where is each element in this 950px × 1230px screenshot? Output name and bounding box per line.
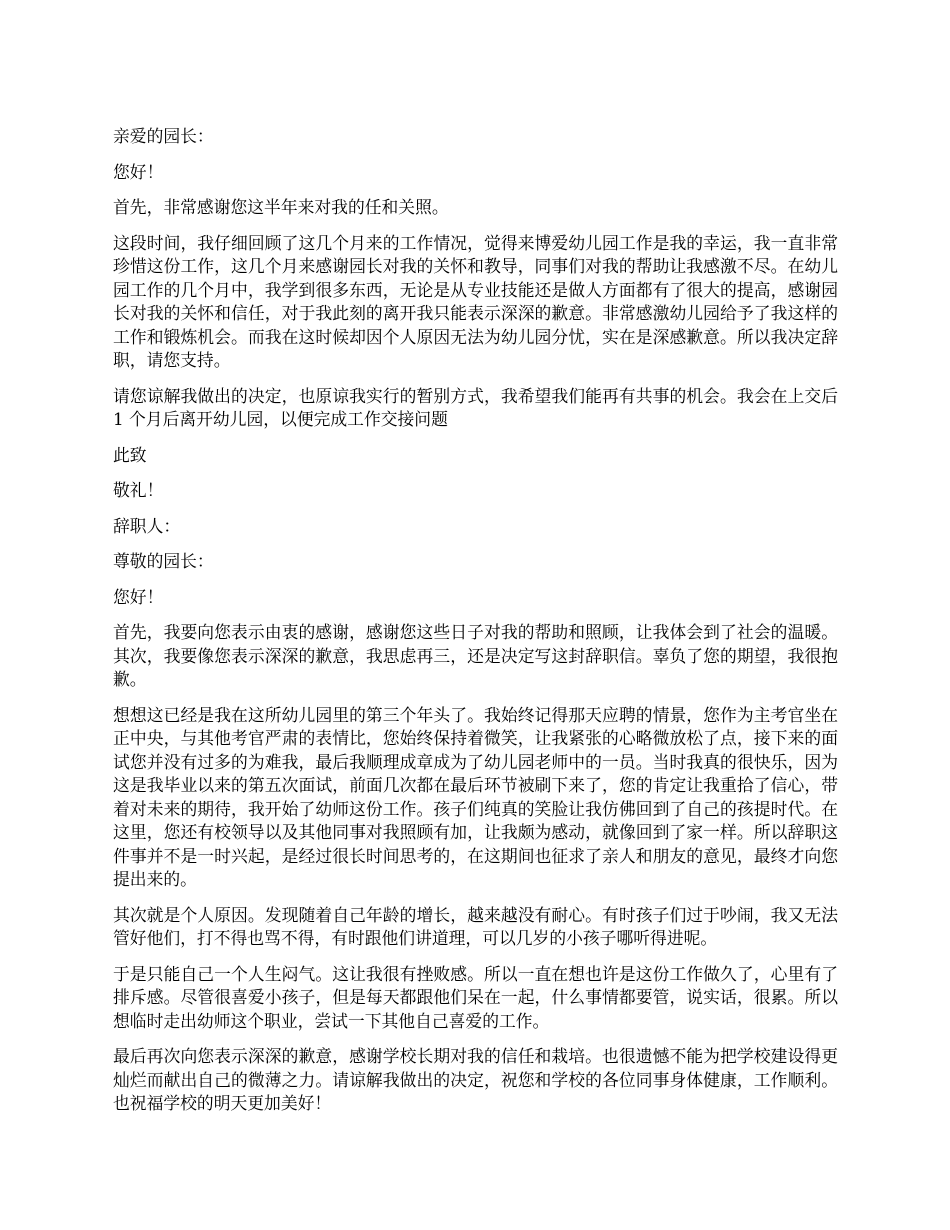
paragraph-memories: 想想这已经是我在这所幼儿园里的第三个年头了。我始终记得那天应聘的情景，您作为主考官坐在正中央，与其他考官严肃的表情比，您始终保持着微笑，让我紧张的心略微放松了点，接下来的面试您并没有过多的为难我，最后我顺理成章成为了幼儿园老师中的一员。当时我真的很快乐，因为这是我毕业以来的第五次面试，前面几次都在最后环节被刷下来了，您的肯定让我重拾了信心，带着对未来的期待，我开始了幼师这份工作。孩子们纯真的笑脸让我仿佛回到了自己的孩提时代。在这里，您还有校领导以及其他同事对我照顾有加，让我颇为感动，就像回到了家一样。所以辞职这件事并不是一时兴起，是经过很长时间思考的，在这期间也征求了亲人和朋友的意见，最终才向您提出来的。: [113, 704, 838, 889]
signature-label: 辞职人：: [113, 515, 181, 536]
salutation-2: 尊敬的园长：: [113, 551, 214, 571]
greeting-2: 您好！: [113, 586, 164, 607]
greeting-1: 您好！: [113, 161, 164, 182]
paragraph-frustration: 于是只能自己一个人生闷气。这让我很有挫败感。所以一直在想也许是这份工作做久了，心里有了排斥感。尽管很喜爱小孩子，但是每天都跟他们呆在一起，什么事情都要管，说实话，很累。所以想临时走出幼师这个职业，尝试一下其他自己喜爱的工作。: [113, 963, 838, 1031]
paragraph-personal-reason: 其次就是个人原因。发现随着自己年龄的增长，越来越没有耐心。有时孩子们过于吵闹，我又无法管好他们，打不得也骂不得，有时跟他们讲道理，可以几岁的小孩子哪听得进呢。: [113, 904, 838, 948]
closing-phrase: 此致: [113, 444, 147, 465]
paragraph-final-apology: 最后再次向您表示深深的歉意，感谢学校长期对我的信任和栽培。也很遗憾不能为把学校建设得更灿烂而献出自己的微薄之力。请谅解我做出的决定，祝您和学校的各位同事身体健康，工作顺利。也祝福学校的明天更加美好！: [113, 1046, 838, 1113]
paragraph-request: 请您谅解我做出的决定，也原谅我实行的暂别方式，我希望我们能再有共事的机会。我会在上交后 1 个月后离开幼儿园，以便完成工作交接问题: [113, 385, 838, 429]
salutation-1: 亲爱的园长：: [113, 126, 214, 146]
letter-body: [113, 125, 838, 1128]
paragraph-thanks-1: 首先，非常感谢您这半年来对我的任和关照。: [113, 197, 449, 217]
paragraph-thanks-2: 首先，我要向您表示由衷的感谢，感谢您这些日子对我的帮助和照顾，让我体会到了社会的温暖。其次，我要像您表示深深的歉意，我思虑再三，还是决定写这封辞职信。辜负了您的期望，我很抱歉。: [113, 622, 838, 689]
closing-salute: 敬礼！: [113, 480, 164, 500]
paragraph-review: 这段时间，我仔细回顾了这几个月来的工作情况，觉得来博爱幼儿园工作是我的幸运，我一直非常珍惜这份工作，这几个月来感谢园长对我的关怀和教导，同事们对我的帮助让我感激不尽。在幼儿园工作的几个月中，我学到很多东西，无论是从专业技能还是做人方面都有了很大的提高，感谢园长对我的关怀和信任，对于我此刻的离开我只能表示深深的歉意。非常感激幼儿园给予了我这样的工作和锻炼机会。而我在这时候却因个人原因无法为幼儿园分忧，实在是深感歉意。所以我决定辞职，请您支持。: [113, 232, 838, 370]
